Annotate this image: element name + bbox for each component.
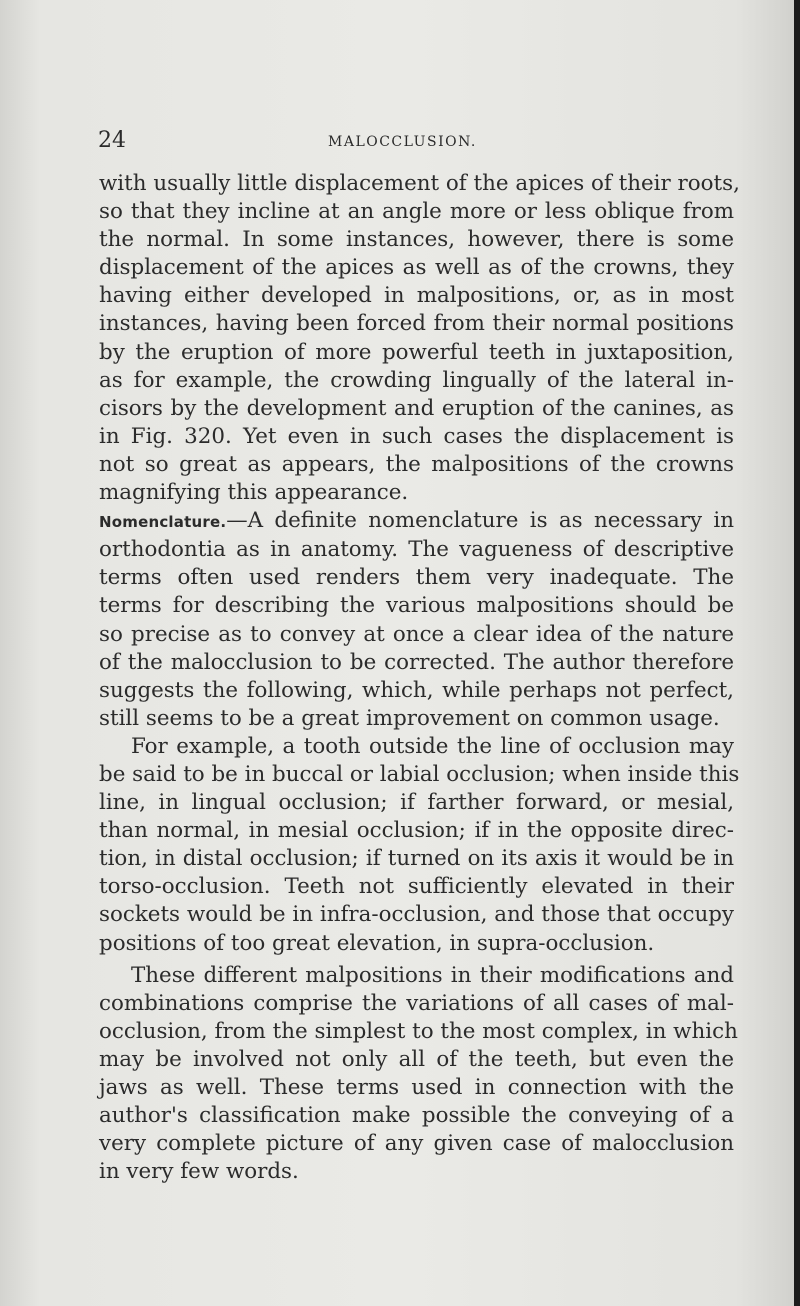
- text-line: These different malpositions in their modifications and: [131, 962, 734, 988]
- text-line: jaws as well. These terms used in connection with the: [99, 1075, 734, 1100]
- text-line: positions of too great elevation, in supra-occlusion.: [99, 930, 655, 956]
- text-line: combinations comprise the variations of all cases of mal-: [99, 990, 734, 1016]
- text-line: still seems to be a great improvement on common usage.: [99, 705, 720, 731]
- page-header: [98, 128, 730, 158]
- page-edge-shadow: [794, 0, 800, 1306]
- text-line: so precise as to convey at once a clear idea of the nature: [99, 621, 734, 647]
- heading-line-rest: —A definite nomenclature is as necessary in: [226, 508, 734, 534]
- text-line: displacement of the apices as well as of the crowns, they: [99, 255, 734, 281]
- text-line: may be involved not only all of the teeth, but even the: [99, 1046, 734, 1072]
- text-line: so that they incline at an angle more or less oblique from: [99, 199, 734, 225]
- text-line: For example, a tooth outside the line of occlusion may: [131, 733, 734, 759]
- paragraph-combinations: [99, 962, 738, 1187]
- page-number: 24: [98, 128, 126, 153]
- paragraph-nomenclature: [99, 507, 734, 733]
- paragraph-example: [99, 733, 740, 958]
- text-line: the normal. In some instances, however, there is some: [99, 227, 734, 253]
- text-line: than normal, in mesial occlusion; if in the opposite direc-: [99, 818, 734, 844]
- running-head: MALOCCLUSION.: [328, 134, 477, 150]
- text-line: having either developed in malpositions, or, as in most: [99, 283, 734, 309]
- text-line: instances, having been forced from their normal positions: [99, 311, 734, 337]
- text-line: magnifying this appearance.: [99, 480, 409, 506]
- text-line: by the eruption of more powerful teeth in juxtaposition,: [99, 339, 734, 365]
- text-line: terms for describing the various malpositions should be: [99, 593, 734, 619]
- text-line: suggests the following, which, while perhaps not perfect,: [99, 677, 734, 703]
- text-line: author's classification make possible the conveying of a: [99, 1103, 734, 1129]
- paragraph-1: [99, 170, 740, 507]
- text-line: orthodontia as in anatomy. The vagueness of descriptive: [99, 537, 734, 563]
- text-line: tion, in distal occlusion; if turned on its axis it would be in: [99, 846, 734, 872]
- text-line: cisors by the development and eruption of the canines, as: [99, 395, 734, 421]
- text-line: torso-occlusion. Teeth not sufficiently elevated in their: [99, 874, 734, 900]
- text-line: be said to be in buccal or labial occlusion; when inside this: [99, 761, 740, 787]
- text-line: line, in lingual occlusion; if farther forward, or mesial,: [99, 790, 734, 816]
- text-line: very complete picture of any given case of malocclusion: [99, 1131, 734, 1157]
- body-text: [99, 170, 740, 1186]
- text-line: with usually little displacement of the apices of their roots,: [99, 171, 740, 196]
- text-line: occlusion, from the simplest to the most complex, in which: [99, 1018, 738, 1044]
- text-line: sockets would be in infra-occlusion, and those that occupy: [99, 902, 734, 928]
- text-line: [99, 507, 734, 536]
- text-line: in very few words.: [99, 1159, 299, 1185]
- side-heading-nomenclature: Nomenclature.: [99, 513, 227, 532]
- text-line: in Fig. 320. Yet even in such cases the displacement is: [99, 423, 734, 449]
- text-line: not so great as appears, the malpositions of the crowns: [99, 451, 734, 477]
- text-line: terms often used renders them very inadequate. The: [99, 565, 734, 591]
- text-line: as for example, the crowding lingually of the lateral in-: [99, 367, 734, 393]
- text-line: of the malocclusion to be corrected. The author therefore: [99, 649, 734, 675]
